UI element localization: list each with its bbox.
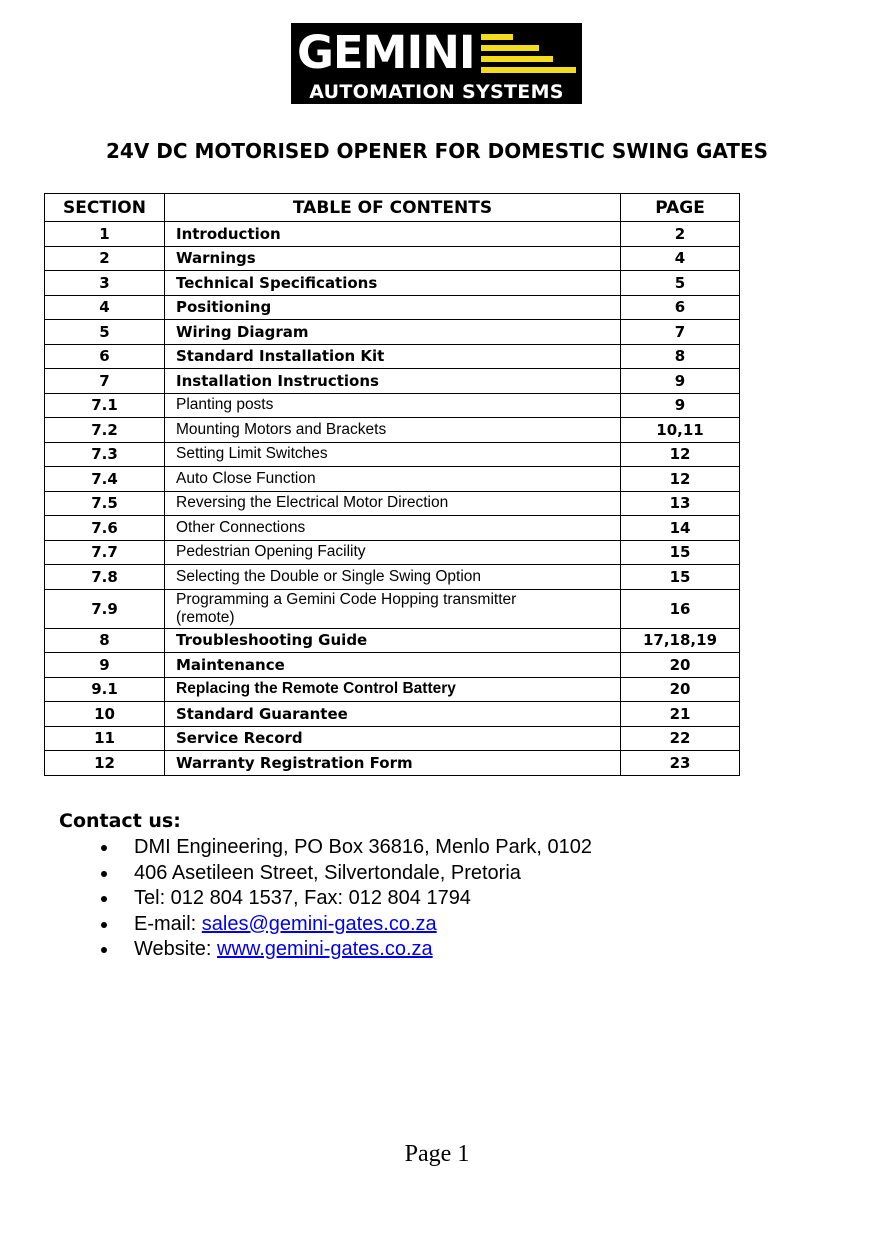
section-title: Pedestrian Opening Facility xyxy=(165,540,621,565)
section-title: Other Connections xyxy=(165,516,621,541)
page-number: 15 xyxy=(621,565,740,590)
section-number: 7.9 xyxy=(45,589,165,628)
section-title: Installation Instructions xyxy=(165,369,621,394)
table-row xyxy=(45,565,740,590)
table-row xyxy=(45,751,740,776)
section-title: Technical Specifications xyxy=(165,271,621,296)
table-row xyxy=(45,589,740,628)
section-title: Replacing the Remote Control Battery xyxy=(165,677,621,702)
page-number: 21 xyxy=(621,702,740,727)
page-number: 12 xyxy=(621,467,740,492)
list-item xyxy=(0,886,592,912)
table-of-contents xyxy=(44,193,740,776)
page-number: 22 xyxy=(621,726,740,751)
page-number: 5 xyxy=(621,271,740,296)
toc-header-contents: TABLE OF CONTENTS xyxy=(165,194,621,222)
contact-phone: Tel: 012 804 1537, Fax: 012 804 1794 xyxy=(134,887,471,909)
page-number: 20 xyxy=(621,653,740,678)
section-number: 9 xyxy=(45,653,165,678)
section-number: 7.1 xyxy=(45,393,165,418)
section-number: 7.6 xyxy=(45,516,165,541)
list-item xyxy=(0,861,592,887)
table-row xyxy=(45,628,740,653)
toc-header-row xyxy=(45,194,740,222)
email-link[interactable]: sales@gemini-gates.co.za xyxy=(201,912,437,935)
section-number: 10 xyxy=(45,702,165,727)
page-number: 9 xyxy=(621,369,740,394)
section-title: Troubleshooting Guide xyxy=(165,628,621,653)
table-row xyxy=(45,369,740,394)
section-title: Programming a Gemini Code Hopping transmitter (remote) xyxy=(165,589,621,628)
list-item xyxy=(0,912,592,938)
section-number: 4 xyxy=(45,295,165,320)
table-row xyxy=(45,271,740,296)
table-row xyxy=(45,677,740,702)
section-title: Introduction xyxy=(165,222,621,247)
section-title: Maintenance xyxy=(165,653,621,678)
toc-header-section: SECTION xyxy=(45,194,165,222)
section-title: Wiring Diagram xyxy=(165,320,621,345)
section-title: Selecting the Double or Single Swing Option xyxy=(165,565,621,590)
section-number: 11 xyxy=(45,726,165,751)
page-number: 7 xyxy=(621,320,740,345)
email-label: E-mail: xyxy=(134,912,202,935)
section-number: 12 xyxy=(45,751,165,776)
page-number: 17,18,19 xyxy=(621,628,740,653)
section-title: Standard Installation Kit xyxy=(165,344,621,369)
table-row xyxy=(45,653,740,678)
page-number: 23 xyxy=(621,751,740,776)
table-row xyxy=(45,442,740,467)
section-number: 7 xyxy=(45,369,165,394)
table-row xyxy=(45,222,740,247)
list-item xyxy=(0,937,592,963)
table-row xyxy=(45,516,740,541)
section-number: 7.7 xyxy=(45,540,165,565)
page-number: 15 xyxy=(621,540,740,565)
page-number: 13 xyxy=(621,491,740,516)
section-title: Standard Guarantee xyxy=(165,702,621,727)
page-number: 16 xyxy=(621,589,740,628)
section-title: Auto Close Function xyxy=(165,467,621,492)
page-number: 12 xyxy=(621,442,740,467)
page-number: 14 xyxy=(621,516,740,541)
table-row xyxy=(45,726,740,751)
section-title: Warnings xyxy=(165,246,621,271)
logo-subtitle: AUTOMATION SYSTEMS xyxy=(309,81,564,103)
section-title: Planting posts xyxy=(165,393,621,418)
logo-stripes-icon xyxy=(481,34,576,74)
page-number: 20 xyxy=(621,677,740,702)
website-label: Website: xyxy=(134,938,217,960)
page-number-footer: Page 1 xyxy=(404,1141,470,1167)
section-number: 6 xyxy=(45,344,165,369)
section-number: 5 xyxy=(45,320,165,345)
gemini-logo xyxy=(291,23,582,104)
table-row xyxy=(45,393,740,418)
table-row xyxy=(45,491,740,516)
page-number: 9 xyxy=(621,393,740,418)
page-number: 4 xyxy=(621,246,740,271)
section-title: Reversing the Electrical Motor Direction xyxy=(165,491,621,516)
section-number: 7.3 xyxy=(45,442,165,467)
section-number: 3 xyxy=(45,271,165,296)
contact-address: DMI Engineering, PO Box 36816, Menlo Park, 0102 xyxy=(134,836,593,858)
section-number: 1 xyxy=(45,222,165,247)
section-title: Service Record xyxy=(165,726,621,751)
contact-list xyxy=(0,835,592,963)
section-title: Positioning xyxy=(165,295,621,320)
list-item xyxy=(0,835,592,861)
table-row xyxy=(45,320,740,345)
toc-header-page: PAGE xyxy=(621,194,740,222)
table-row xyxy=(45,295,740,320)
section-number: 2 xyxy=(45,246,165,271)
contact-heading: Contact us: xyxy=(59,810,181,832)
section-number: 8 xyxy=(45,628,165,653)
table-row xyxy=(45,702,740,727)
contact-street: 406 Asetileen Street, Silvertondale, Pretoria xyxy=(134,861,521,884)
section-number: 7.5 xyxy=(45,491,165,516)
table-row xyxy=(45,418,740,443)
section-number: 7.8 xyxy=(45,565,165,590)
table-row xyxy=(45,467,740,492)
page-number: 10,11 xyxy=(621,418,740,443)
section-number: 7.4 xyxy=(45,467,165,492)
section-title: Mounting Motors and Brackets xyxy=(165,418,621,443)
page-number: 2 xyxy=(621,222,740,247)
table-row xyxy=(45,540,740,565)
section-number: 7.2 xyxy=(45,418,165,443)
website-link[interactable]: www.gemini-gates.co.za xyxy=(217,938,433,960)
logo-brand: GEMINI xyxy=(297,26,475,79)
table-row xyxy=(45,344,740,369)
section-title: Setting Limit Switches xyxy=(165,442,621,467)
page-number: 6 xyxy=(621,295,740,320)
page-number: 8 xyxy=(621,344,740,369)
document-title: 24V DC MOTORISED OPENER FOR DOMESTIC SWING GATES xyxy=(105,139,769,163)
section-title: Warranty Registration Form xyxy=(165,751,621,776)
section-number: 9.1 xyxy=(45,677,165,702)
table-row xyxy=(45,246,740,271)
